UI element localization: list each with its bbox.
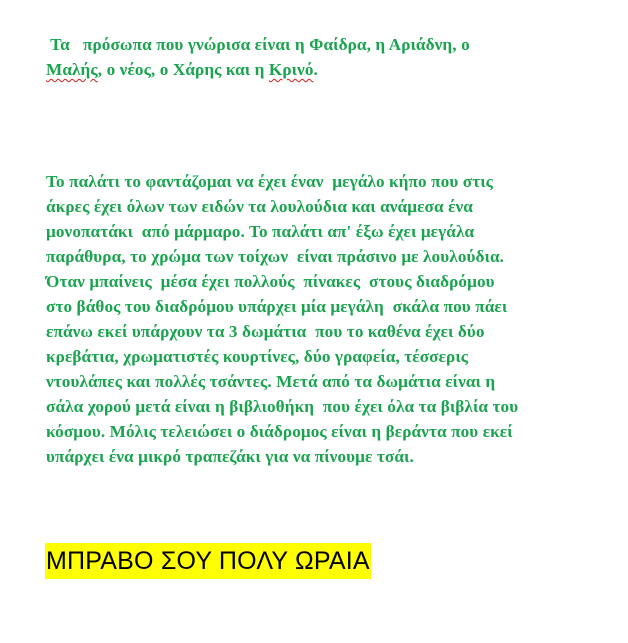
palace-line-7: επάνω εκεί υπάρχουν τα 3 δωμάτια που το καθένα έχει δύο: [46, 322, 485, 341]
palace-line-1: Το παλάτι το φαντάζομαι να έχει έναν μεγάλο κήπο που στις: [46, 172, 494, 191]
teacher-comment-highlight: ΜΠΡΑΒΟ ΣΟΥ ΠΟΛΥ ΩΡΑΙΑ: [45, 543, 371, 579]
paragraph-characters: [46, 32, 606, 82]
palace-line-9: ντουλάπες και πολλές τσάντες. Μετά από τα δωμάτια είναι η: [46, 372, 496, 391]
paragraph-characters-line-1: Τα πρόσωπα που γνώρισα είναι η Φαίδρα, η Αριάδνη, ο: [46, 35, 470, 54]
paragraph-palace-description: [46, 169, 616, 469]
spellcheck-word-krino[interactable]: Κρινό: [268, 60, 314, 79]
palace-line-8: κρεβάτια, χρωματιστές κουρτίνες, δύο γραφεία, τέσσερις: [46, 347, 469, 366]
palace-line-3: μονοπατάκι από μάρμαρο. Το παλάτι απ' έξω έχει μεγάλα: [46, 222, 475, 241]
palace-line-2: άκρες έχει όλων των ειδών τα λουλούδια και ανάμεσα ένα: [46, 197, 473, 216]
palace-line-12: υπάρχει ένα μικρό τραπεζάκι για να πίνουμε τσάι.: [46, 447, 414, 466]
palace-line-11: κόσμου. Μόλις τελειώσει ο διάδρομος είναι η βεράντα που εκεί: [46, 422, 513, 441]
palace-line-10: σάλα χορού μετά είναι η βιβλιοθήκη που έχει όλα τα βιβλία του: [46, 397, 519, 416]
palace-line-6: στο βάθος του διαδρόμου υπάρχει μία μεγάλη σκάλα που πάει: [46, 297, 508, 316]
palace-line-4: παράθυρα, το χρώμα των τοίχων είναι πράσινο με λουλούδια.: [46, 247, 505, 266]
spellcheck-word-malis[interactable]: Μαλής: [46, 60, 98, 79]
paragraph-characters-line-2-end: .: [313, 60, 318, 79]
paragraph-characters-line-2: [46, 57, 606, 82]
paragraph-characters-line-2-middle: , ο νέος, ο Χάρης και η: [97, 60, 269, 79]
palace-line-5: Όταν μπαίνεις μέσα έχει πολλούς πίνακες στους διαδρόμου: [46, 272, 495, 291]
